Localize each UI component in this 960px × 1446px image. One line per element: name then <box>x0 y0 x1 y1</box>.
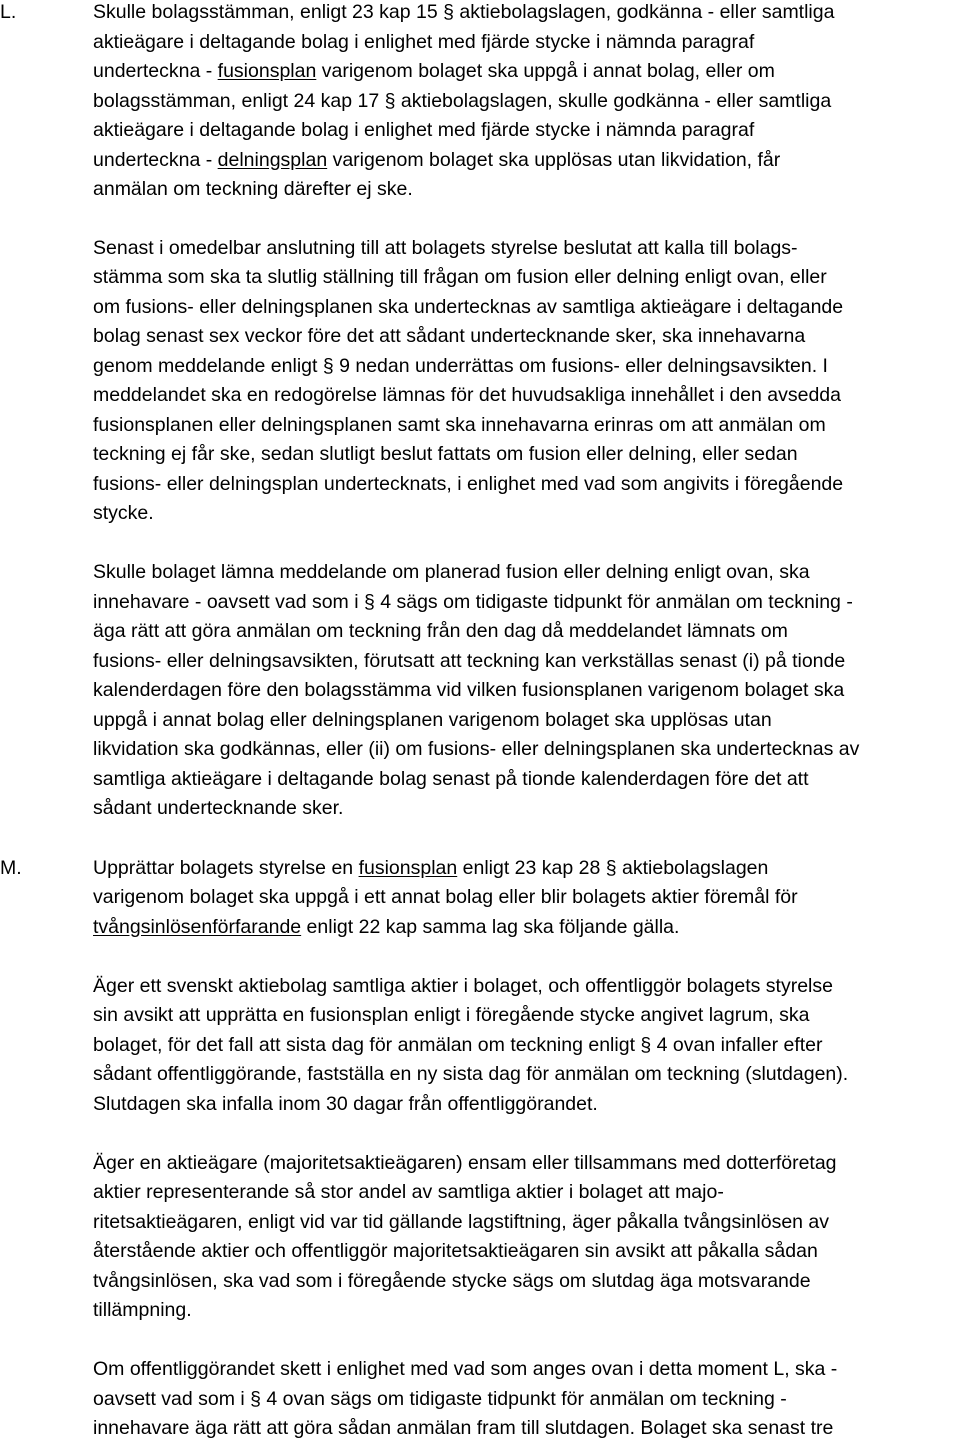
text-span: underteckna - <box>93 60 218 82</box>
text-line <box>93 146 780 176</box>
text-line: tvångsinlösen, ska vad som i föregående stycke sägs om slutdag äga motsvarande <box>93 1269 811 1292</box>
text-line: fusions- eller delningsavsikten, förutsatt att teckning kan verkställas senast (i) på tionde <box>93 649 846 672</box>
text-line: meddelandet ska en redogörelse lämnas för det huvudsakliga innehållet i den avsedda <box>93 384 841 406</box>
text-line: Slutdagen ska infalla inom 30 dagar från offentliggörandet. <box>93 1092 598 1115</box>
text-line: innehavare - oavsett vad som i § 4 sägs om tidigaste tidpunkt för anmälan om teckning - <box>93 590 853 613</box>
text-line: Om offentliggörandet skett i enlighet med vad som anges ovan i detta moment L, ska - <box>93 1358 838 1380</box>
text-line: samtliga aktieägare i deltagande bolag senast på tionde kalenderdagen före det att <box>93 767 809 790</box>
text-line: innehavare äga rätt att göra sådan anmälan fram till slutdagen. Bolaget ska senast tre <box>93 1417 834 1439</box>
text-line <box>93 854 768 884</box>
text-span: enligt 22 kap samma lag ska följande gälla. <box>301 915 680 938</box>
underlined-term-fusionsplan: fusionsplan <box>217 60 317 82</box>
text-line <box>93 57 775 87</box>
text-span: bolagsstämman, enligt 24 kap 17 § aktiebolagslagen, skulle godkänna - eller samtliga <box>93 89 832 112</box>
text-line <box>93 883 798 913</box>
text-line: genom meddelande enligt § 9 nedan underrättas om fusions- eller delningsavsikten. I <box>93 354 828 377</box>
text-span: Upprättar bolagets styrelse en <box>93 856 359 879</box>
text-span: underteckna - <box>93 148 218 171</box>
text-line <box>93 913 679 943</box>
text-line: Senast i omedelbar anslutning till att bolagets styrelse beslutat att kalla till bolags- <box>93 236 798 259</box>
text-line: sådant offentliggörande, fastställa en ny sista dag för anmälan om teckning (slutdagen). <box>93 1063 849 1085</box>
text-line: bolag senast sex veckor före det att sådant undertecknande sker, ska innehavarna <box>93 325 806 347</box>
text-line: oavsett vad som i § 4 ovan sägs om tidigaste tidpunkt för anmälan om teckning - <box>93 1387 787 1410</box>
text-line: fusionsplanen eller delningsplanen samt ska innehavarna erinras om att anmälan om <box>93 413 826 436</box>
text-line: aktier representerande så stor andel av samtliga aktier i bolaget att majo- <box>93 1181 724 1203</box>
text-span: varigenom bolaget ska uppgå i ett annat bolag eller blir bolagets aktier föremål för <box>93 886 798 908</box>
text-line: Äger ett svenskt aktiebolag samtliga aktier i bolaget, och offentliggör bolagets styrelse <box>93 974 833 997</box>
text-line: tillämpning. <box>93 1299 192 1321</box>
text-line: sin avsikt att upprätta en fusionsplan enligt i föregående stycke angivet lagrum, ska <box>93 1004 810 1026</box>
text-span: anmälan om teckning därefter ej ske. <box>93 178 413 200</box>
text-line: om fusions- eller delningsplanen ska undertecknas av samtliga aktieägare i deltagande <box>93 295 844 318</box>
text-line: Äger en aktieägare (majoritetsaktieägaren) ensam eller tillsammans med dotterföretag <box>93 1151 837 1174</box>
underlined-term-fusionsplan: fusionsplan <box>358 856 458 879</box>
text-span: Skulle bolagsstämman, enligt 23 kap 15 § aktiebolagslagen, godkänna - eller samtliga <box>93 1 835 23</box>
text-line: återstående aktier och offentliggör majoritetsaktieägaren sin avsikt att påkalla sådan <box>93 1240 818 1262</box>
text-line: teckning ej får ske, sedan slutligt beslut fattats om fusion eller delning, eller sedan <box>93 443 798 465</box>
text-span: aktieägare i deltagande bolag i enlighet med fjärde stycke i nämnda paragraf <box>93 119 755 141</box>
text-span: aktieägare i deltagande bolag i enlighet med fjärde stycke i nämnda paragraf <box>93 30 755 53</box>
text-line: Skulle bolaget lämna meddelande om planerad fusion eller delning enligt ovan, ska <box>93 561 810 583</box>
text-line: bolaget, för det fall att sista dag för anmälan om teckning enligt § 4 ovan infaller efter <box>93 1033 823 1056</box>
text-line: ritetsaktieägaren, enligt vid var tid gällande lagstiftning, äger påkalla tvångsinlösen av <box>93 1210 830 1233</box>
text-line <box>93 28 754 58</box>
underlined-term-tvangsinlosenforfarande: tvångsinlösenförfarande <box>93 915 302 938</box>
text-line <box>93 87 831 117</box>
section-marker-m: M. <box>0 856 22 879</box>
text-line: stämma som ska ta slutlig ställning till frågan om fusion eller delning enligt ovan, eller <box>93 266 827 288</box>
underlined-term-delningsplan: delningsplan <box>217 148 328 171</box>
text-line <box>93 175 413 205</box>
text-line: kalenderdagen före den bolagsstämma vid vilken fusionsplanen varigenom bolaget ska <box>93 679 845 701</box>
section-marker-l: L. <box>0 1 17 23</box>
text-span: varigenom bolaget ska uppgå i annat bolag, eller om <box>316 60 775 82</box>
text-line: äga rätt att göra anmälan om teckning från den dag då meddelandet lämnats om <box>93 620 788 642</box>
text-line: fusions- eller delningsplan undertecknats, i enlighet med vad som angivits i föregående <box>93 472 844 495</box>
text-line <box>93 116 754 146</box>
text-line: uppgå i annat bolag eller delningsplanen varigenom bolaget ska upplösas utan <box>93 708 772 731</box>
text-line <box>93 0 834 28</box>
text-line: likvidation ska godkännas, eller (ii) om fusions- eller delningsplanen ska undertecknas av <box>93 738 860 760</box>
text-line: sådant undertecknande sker. <box>93 797 344 819</box>
text-line: stycke. <box>93 502 154 524</box>
text-span: enligt 23 kap 28 § aktiebolagslagen <box>457 856 769 879</box>
text-span: varigenom bolaget ska upplösas utan likvidation, får <box>327 148 781 171</box>
